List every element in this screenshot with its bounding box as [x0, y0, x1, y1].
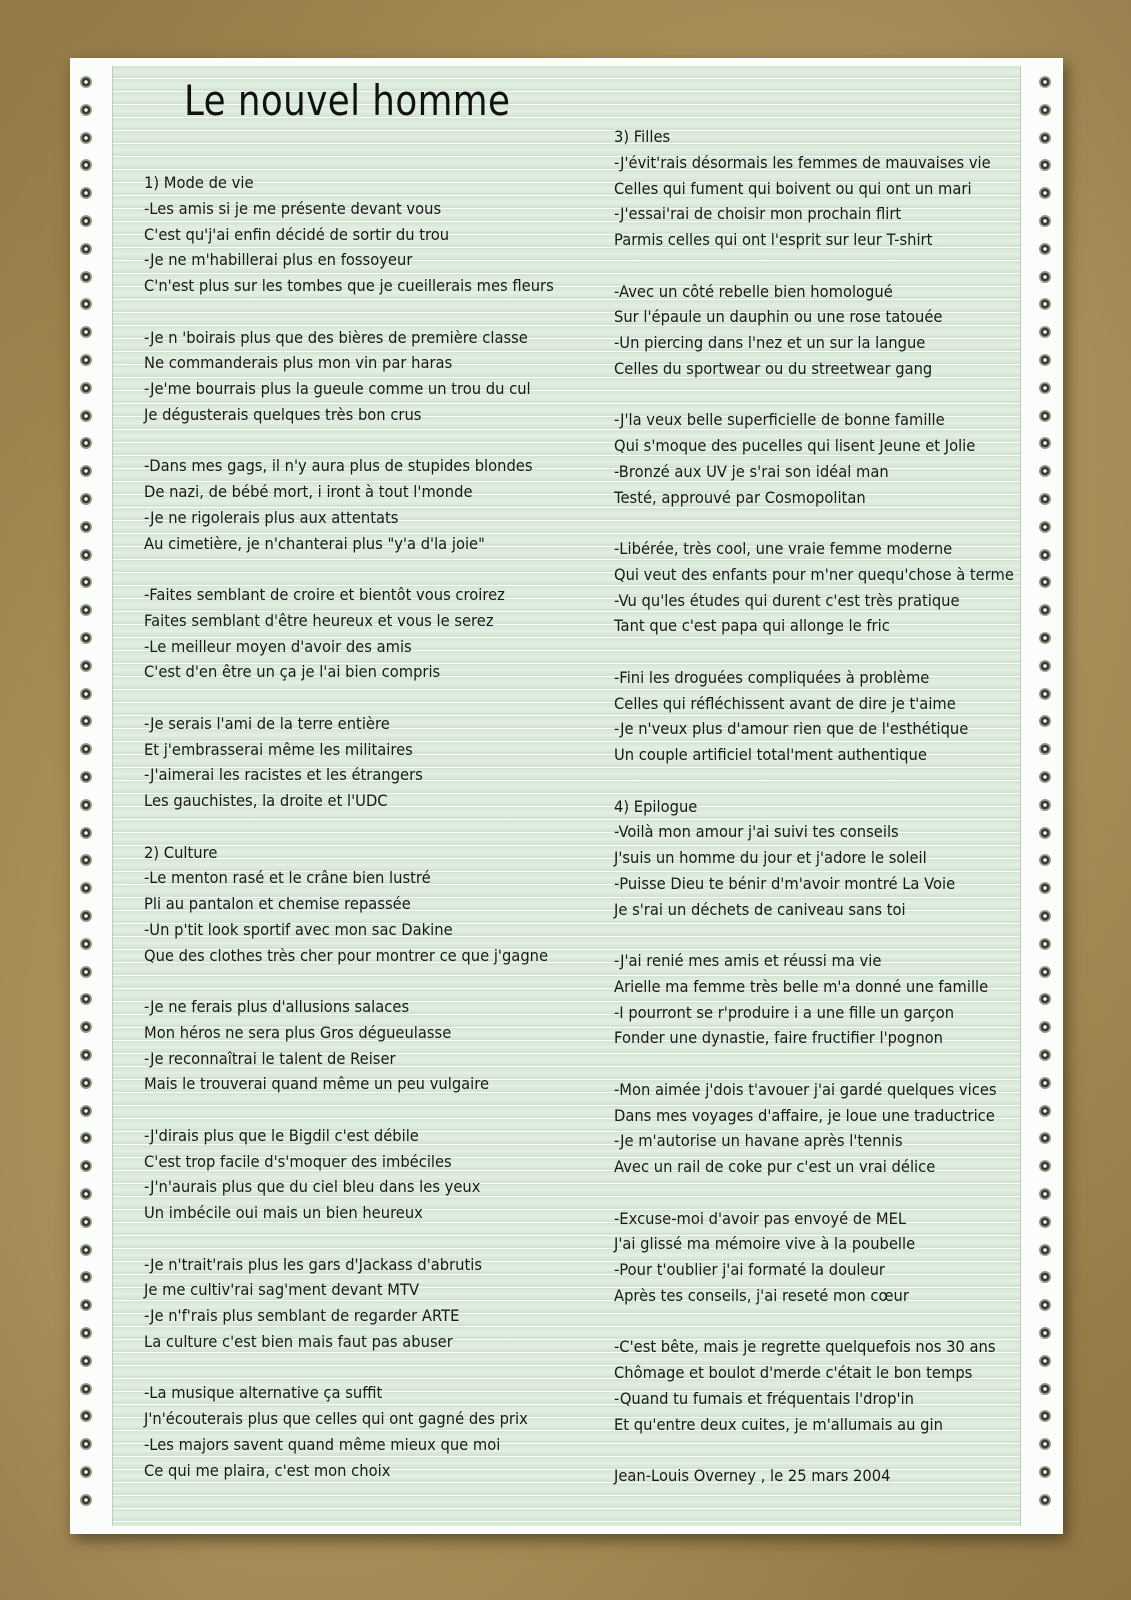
tractor-hole	[80, 688, 92, 700]
poem-line: Parmis celles qui ont l'esprit sur leur T-shirt	[614, 230, 933, 249]
tractor-hole	[80, 382, 92, 394]
poem-line: -Bronzé aux UV je s'rai son idéal man	[614, 461, 889, 481]
poem-line: -I pourront se r'produire i a une fille un garçon	[614, 1002, 955, 1022]
poem-line: -Un p'tit look sportif avec mon sac Dakine	[144, 919, 453, 939]
poem-line: Et qu'entre deux cuites, je m'allumais au gin	[614, 1414, 943, 1434]
poem-line: -Libérée, très cool, une vraie femme moderne	[614, 539, 953, 558]
poem-line: -Le meilleur moyen d'avoir des amis	[144, 636, 412, 656]
poem-line: -Je ne rigolerais plus aux attentats	[144, 507, 399, 527]
left-tractor-holes	[76, 66, 98, 1526]
tractor-hole	[80, 1216, 92, 1228]
poem-line: -Avec un côté rebelle bien homologué	[614, 281, 893, 301]
poem-line: J'suis un homme du jour et j'adore le soleil	[614, 848, 927, 867]
tractor-hole	[80, 1188, 92, 1200]
left-column	[144, 170, 589, 1483]
tractor-hole	[80, 410, 92, 422]
tractor-hole	[1039, 104, 1051, 116]
tractor-hole	[80, 632, 92, 644]
poem-line: Qui s'moque des pucelles qui lisent Jeune et Jolie	[614, 436, 976, 455]
poem-line: -Dans mes gags, il n'y aura plus de stupides blondes	[144, 456, 533, 476]
tractor-hole	[80, 271, 92, 283]
poem-line: -La musique alternative ça suffit	[144, 1383, 383, 1403]
poem-line: Au cimetière, je n'chanterai plus "y'a d'la joie"	[144, 533, 485, 553]
poem-line: -Je m'autorise un havane après l'tennis	[614, 1131, 903, 1151]
poem-line	[614, 510, 1014, 536]
poem-line	[144, 1097, 554, 1123]
poem-line: Ne commanderais plus mon vin par haras	[144, 353, 453, 373]
poem-line	[614, 922, 1014, 948]
poem-line: -Je n'trait'rais plus les gars d'Jackass d'abrutis	[144, 1254, 483, 1274]
tractor-hole	[80, 799, 92, 811]
poem-line: -C'est bête, mais je regrette quelquefois nos 30 ans	[614, 1337, 996, 1357]
poem-line	[614, 1051, 1014, 1077]
tractor-hole	[80, 1299, 92, 1311]
tractor-hole	[80, 159, 92, 171]
poem-line: -Vu qu'les études qui durent c'est très pratique	[614, 590, 960, 610]
poem-line: 4) Epilogue	[614, 796, 698, 816]
tractor-hole	[80, 215, 92, 227]
tractor-hole	[80, 132, 92, 144]
tractor-hole	[80, 771, 92, 783]
poem-line: C'n'est plus sur les tombes que je cueillerais mes fleurs	[144, 276, 554, 295]
poem-line: Je s'rai un déchets de caniveau sans toi	[614, 899, 906, 919]
tractor-hole	[80, 437, 92, 449]
tractor-hole	[80, 854, 92, 866]
tractor-hole	[80, 326, 92, 338]
poem-line: Avec un rail de coke pur c'est un vrai délice	[614, 1157, 936, 1176]
poem-line: -Je n'veux plus d'amour rien que de l'esthétique	[614, 719, 969, 739]
tractor-hole	[80, 521, 92, 533]
tractor-hole	[80, 993, 92, 1005]
poem-line: -Je n'f'rais plus semblant de regarder ARTE	[144, 1306, 460, 1325]
poem-line	[144, 556, 554, 582]
tractor-hole	[80, 604, 92, 616]
poem-line: Un couple artificiel total'ment authentique	[614, 745, 927, 764]
poem-line: Celles qui réfléchissent avant de dire je t'aime	[614, 693, 956, 713]
poem-line	[614, 768, 1014, 794]
tractor-hole	[80, 827, 92, 839]
tractor-hole	[80, 1383, 92, 1395]
poem-line	[144, 1355, 554, 1381]
tractor-hole	[80, 1244, 92, 1256]
poem-line: -Le menton rasé et le crâne bien lustré	[144, 868, 431, 888]
poem-line: Ce qui me plaira, c'est mon choix	[144, 1460, 391, 1480]
poem-line: -Je reconnaîtrai le talent de Reiser	[144, 1048, 396, 1068]
tractor-hole	[80, 1021, 92, 1033]
poem-line: C'est qu'j'ai enfin décidé de sortir du trou	[144, 224, 450, 244]
poem-line: -Je ne ferais plus d'allusions salaces	[144, 997, 410, 1016]
tractor-hole	[80, 465, 92, 477]
poem-line: -Puisse Dieu te bénir d'm'avoir montré La Voie	[614, 873, 956, 893]
paper-sheet	[70, 58, 1063, 1534]
poem-line: -Faites semblant de croire et bientôt vous croirez	[144, 585, 505, 604]
tractor-hole	[80, 354, 92, 366]
right-column	[614, 124, 1049, 1489]
poem-line: Les gauchistes, la droite et l'UDC	[144, 791, 388, 810]
tractor-hole	[80, 1271, 92, 1283]
poem-line: -Un piercing dans l'nez et un sur la langue	[614, 333, 926, 352]
poem-line	[144, 814, 554, 840]
tractor-hole	[80, 660, 92, 672]
poem-line: -Je serais l'ami de la terre entière	[144, 713, 390, 733]
poem-line	[614, 1437, 1014, 1463]
poem-line: Que des clothes très cher pour montrer ce que j'gagne	[144, 945, 549, 965]
tractor-hole	[80, 966, 92, 978]
tractor-hole	[1039, 1494, 1051, 1506]
poem-line: Mon héros ne sera plus Gros dégueulasse	[144, 1022, 452, 1042]
poem-line: -J'évit'rais désormais les femmes de mauvaises vie	[614, 152, 991, 172]
tractor-hole	[80, 104, 92, 116]
poem-line: Dans mes voyages d'affaire, je loue une traductrice	[614, 1105, 995, 1125]
tractor-hole	[80, 76, 92, 88]
poem-line: 3) Filles	[614, 127, 671, 146]
tractor-hole	[80, 1466, 92, 1478]
poem-line: Testé, approuvé par Cosmopolitan	[614, 487, 866, 507]
poem-line: J'ai glissé ma mémoire vive à la poubelle	[614, 1234, 916, 1254]
tractor-hole	[80, 576, 92, 588]
poem-line: -Pour t'oublier j'ai formaté la douleur	[614, 1260, 885, 1279]
poem-line	[144, 1226, 554, 1252]
poem-line: Après tes conseils, j'ai reseté mon cœur	[614, 1285, 909, 1305]
poem-line: Celles du sportwear ou du streetwear gang	[614, 358, 933, 378]
poem-line: Je dégusterais quelques très bon crus	[144, 404, 422, 424]
poem-line: 1) Mode de vie	[144, 173, 254, 192]
poem-title: Le nouvel homme	[184, 76, 511, 125]
tractor-hole	[80, 938, 92, 950]
tractor-hole	[80, 1410, 92, 1422]
tractor-hole	[80, 1438, 92, 1450]
poem-line: Faites semblant d'être heureux et vous le serez	[144, 610, 494, 630]
poem-line: -Excuse-moi d'avoir pas envoyé de MEL	[614, 1208, 907, 1228]
poem-line: -Les amis si je me présente devant vous	[144, 198, 442, 218]
poem-line: J'n'écouterais plus que celles qui ont gagné des prix	[144, 1409, 528, 1428]
poem-line: Jean-Louis Overney , le 25 mars 2004	[614, 1466, 891, 1485]
poem-line: -J'aimerai les racistes et les étrangers	[144, 765, 423, 785]
poem-line: La culture c'est bien mais faut pas abuser	[144, 1331, 453, 1351]
poem-line: Un imbécile oui mais un bien heureux	[144, 1203, 423, 1222]
tractor-hole	[80, 298, 92, 310]
poem-line: Tant que c'est papa qui allonge le fric	[614, 616, 890, 636]
poem-line: Chômage et boulot d'merde c'était le bon temps	[614, 1363, 973, 1382]
poem-line: Qui veut des enfants pour m'ner quequ'chose à terme	[614, 564, 1014, 584]
poem-line: 2) Culture	[144, 842, 218, 862]
poem-line: Je me cultiv'rai sag'ment devant MTV	[144, 1280, 420, 1300]
poem-line: Arielle ma femme très belle m'a donné une famille	[614, 976, 989, 996]
poem-line	[144, 299, 554, 325]
poem-line: -Voilà mon amour j'ai suivi tes conseils	[614, 822, 899, 842]
tractor-hole	[1039, 76, 1051, 88]
tractor-hole	[80, 187, 92, 199]
poem-line: -Je n 'boirais plus que des bières de première classe	[144, 327, 528, 347]
tractor-hole	[80, 549, 92, 561]
poem-line: -J'ai renié mes amis et réussi ma vie	[614, 951, 882, 970]
poem-line	[614, 253, 1014, 279]
tractor-hole	[80, 1327, 92, 1339]
poem-line	[144, 968, 554, 994]
tractor-hole	[80, 910, 92, 922]
poem-line: -Fini les droguées compliquées à problème	[614, 667, 930, 687]
tractor-hole	[80, 743, 92, 755]
poem-line: Fonder une dynastie, faire fructifier l'pognon	[614, 1028, 943, 1048]
poem-line	[144, 428, 554, 454]
tractor-hole	[80, 1049, 92, 1061]
poem-line: -J'la veux belle superficielle de bonne famille	[614, 410, 945, 430]
poem-line	[614, 1309, 1014, 1335]
poem-line	[144, 685, 554, 711]
poem-line	[614, 639, 1014, 665]
poem-line	[614, 382, 1014, 408]
poem-line: -J'n'aurais plus que du ciel bleu dans les yeux	[144, 1177, 481, 1197]
tractor-hole	[80, 882, 92, 894]
poem-line: Sur l'épaule un dauphin ou une rose tatouée	[614, 307, 943, 327]
poem-line: Pli au pantalon et chemise repassée	[144, 894, 411, 913]
poem-line: C'est d'en être un ça je l'ai bien compris	[144, 662, 441, 682]
poem-line: -Je ne m'habillerai plus en fossoyeur	[144, 250, 413, 270]
tractor-hole	[80, 1077, 92, 1089]
tractor-hole	[80, 715, 92, 727]
poem-line: C'est trop facile d's'moquer des imbéciles	[144, 1151, 452, 1171]
poem-line: -Mon aimée j'dois t'avouer j'ai gardé quelques vices	[614, 1079, 997, 1099]
poem-line: -Je'me bourrais plus la gueule comme un trou du cul	[144, 379, 531, 398]
poem-line: De nazi, de bébé mort, i iront à tout l'monde	[144, 482, 473, 501]
tractor-hole	[80, 1160, 92, 1172]
poem-line: -J'dirais plus que le Bigdil c'est débile	[144, 1125, 419, 1145]
tractor-hole	[80, 1355, 92, 1367]
poem-line	[614, 1180, 1014, 1206]
tractor-hole	[80, 493, 92, 505]
tractor-hole	[80, 1494, 92, 1506]
poem-line: Et j'embrasserai même les militaires	[144, 739, 413, 759]
poem-line: -Quand tu fumais et fréquentais l'drop'in	[614, 1388, 915, 1408]
poem-line: -Les majors savent quand même mieux que moi	[144, 1434, 501, 1454]
tractor-hole	[80, 1132, 92, 1144]
poem-line: Celles qui fument qui boivent ou qui ont un mari	[614, 178, 972, 198]
poem-line: -J'essai'rai de choisir mon prochain flirt	[614, 204, 902, 224]
poem-line: Mais le trouverai quand même un peu vulgaire	[144, 1074, 490, 1094]
tractor-hole	[80, 243, 92, 255]
tractor-hole	[80, 1105, 92, 1117]
